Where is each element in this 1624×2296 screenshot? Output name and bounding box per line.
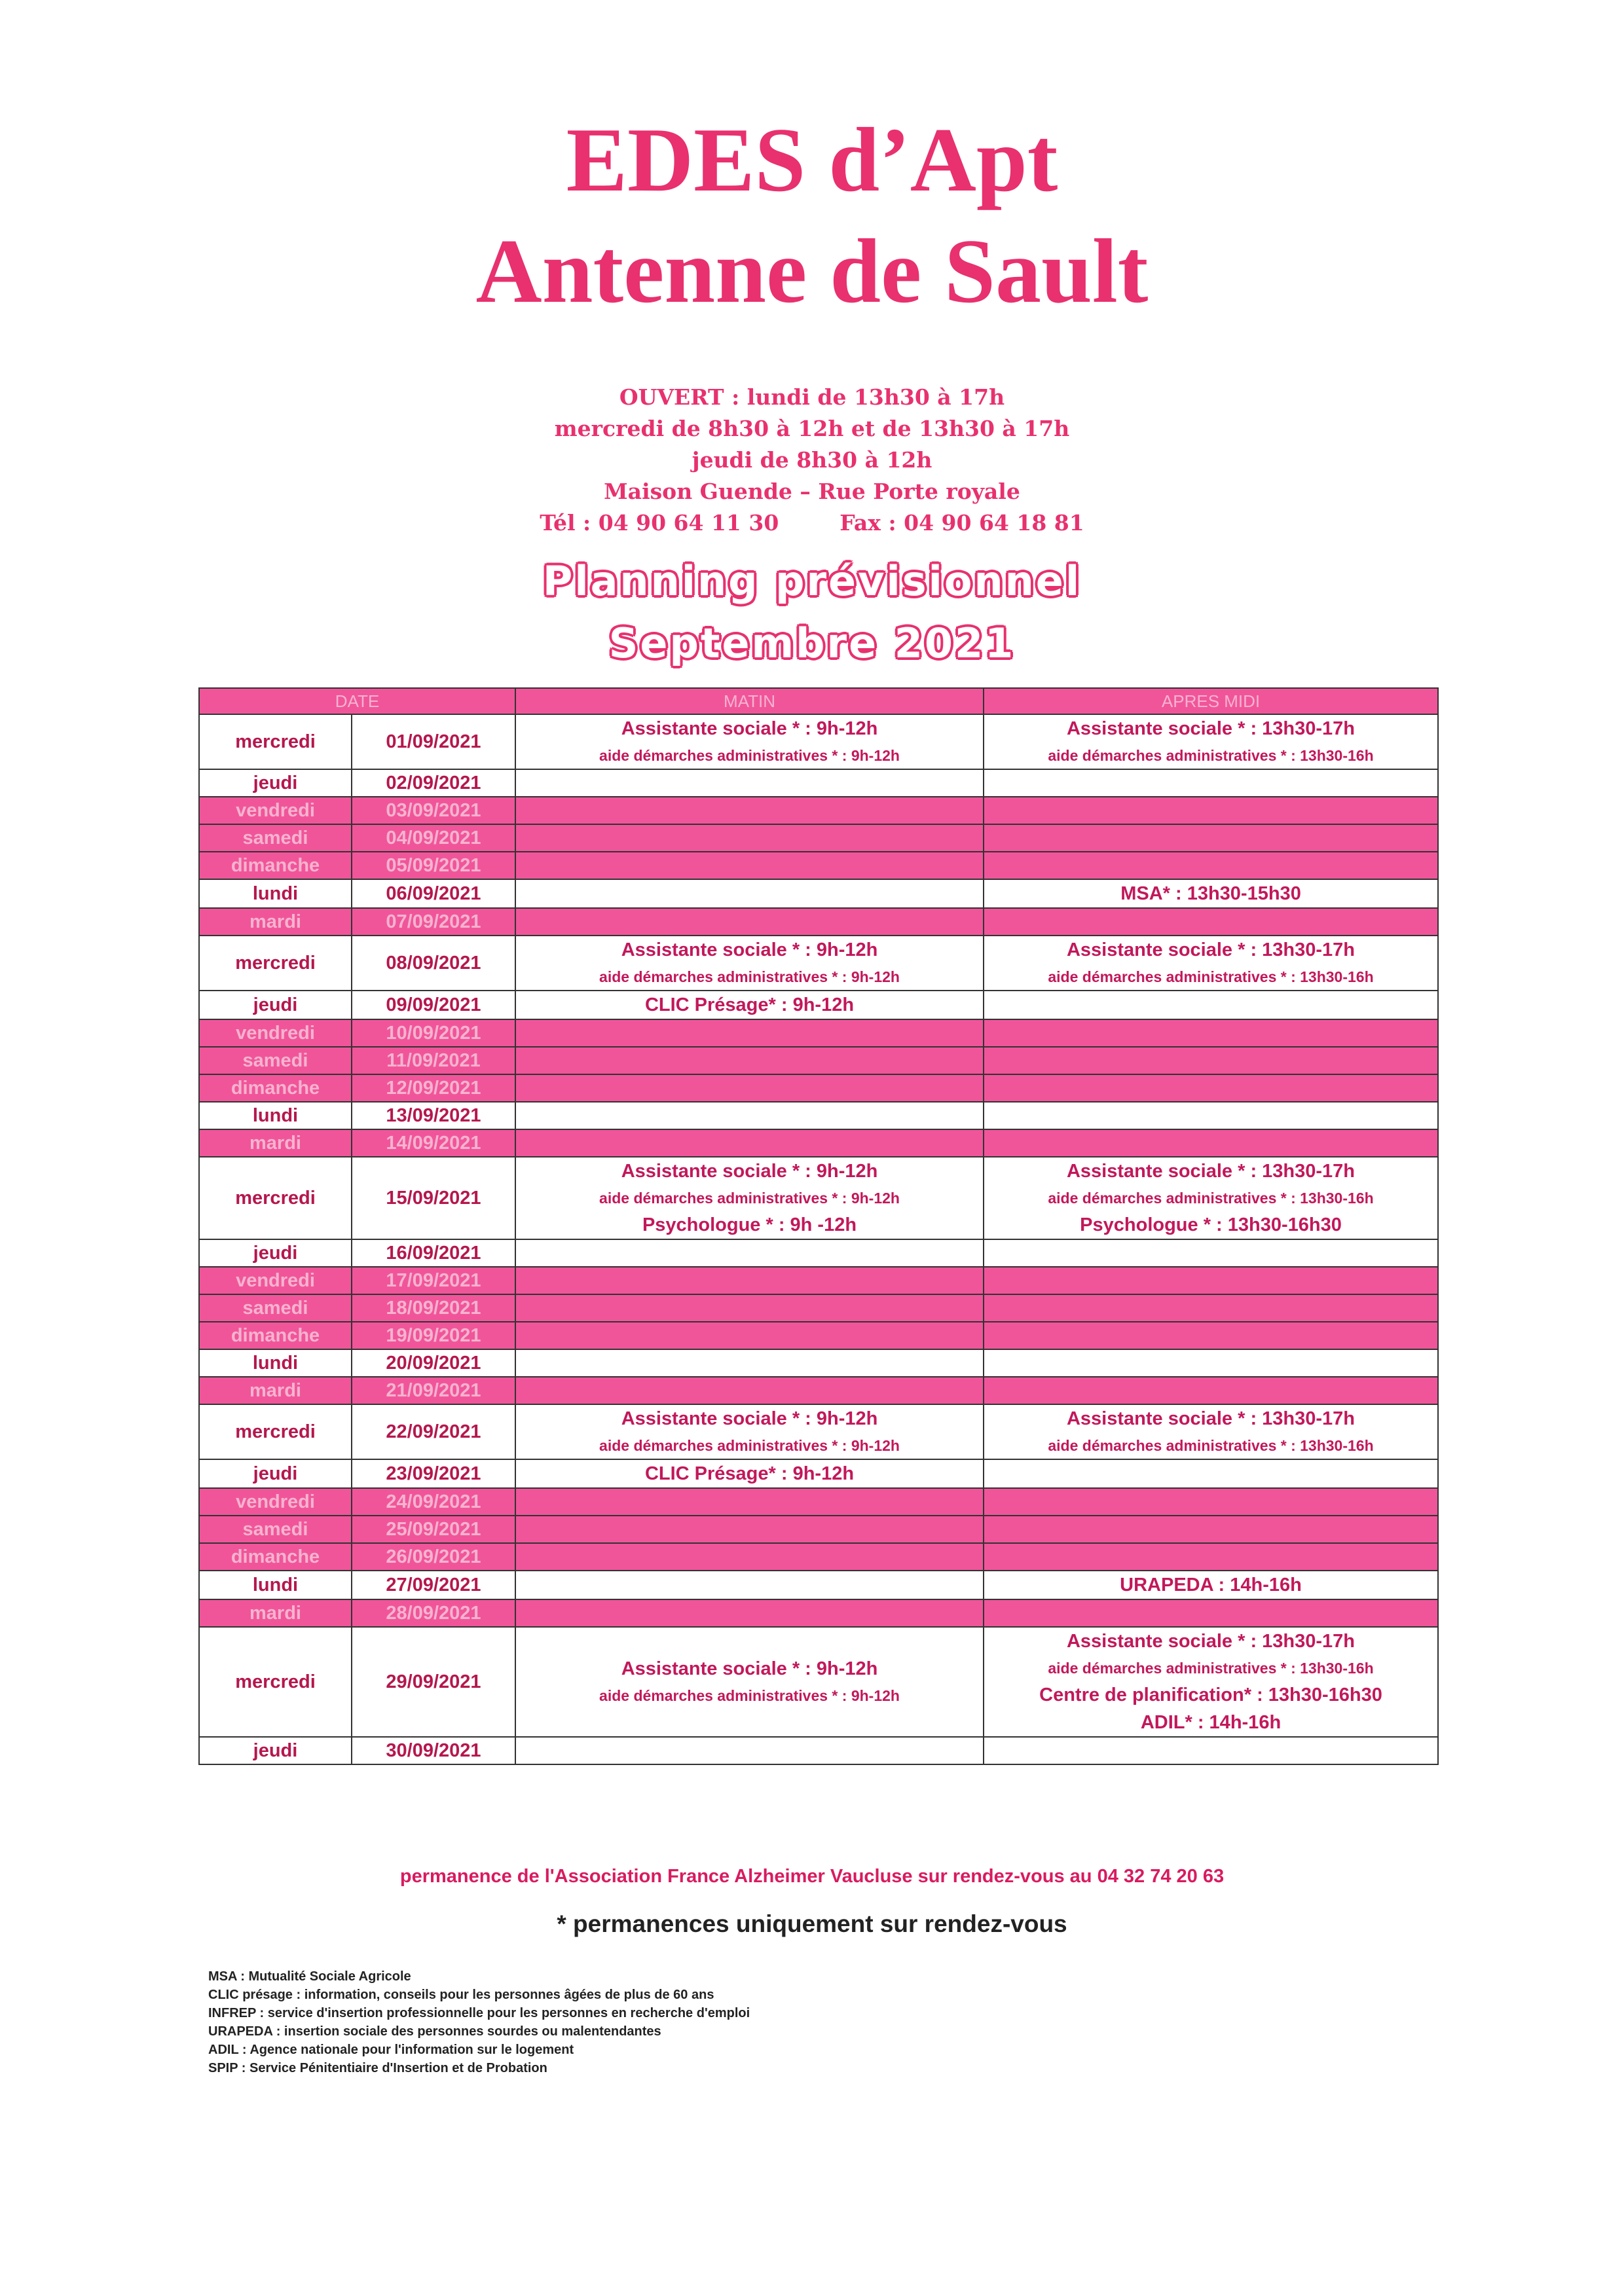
session-service: CLIC Présage* : 9h-12h bbox=[644, 1463, 855, 1484]
matin-cell bbox=[515, 1239, 984, 1267]
table-row bbox=[199, 1239, 1438, 1267]
glossary-item: SPIP : Service Pénitentiaire d'Insertion et de Probation bbox=[208, 2061, 547, 2075]
apres-midi-cell bbox=[984, 852, 1438, 879]
apres-midi-cell bbox=[984, 936, 1438, 991]
table-row bbox=[199, 1019, 1438, 1047]
date-cell: 29/09/2021 bbox=[352, 1627, 515, 1737]
matin-cell bbox=[515, 1074, 984, 1102]
session-service: Assistante sociale * : 13h30-17h bbox=[1066, 1161, 1356, 1182]
date-cell: 11/09/2021 bbox=[352, 1047, 515, 1074]
header-date: DATE bbox=[199, 688, 515, 714]
date-cell: 02/09/2021 bbox=[352, 769, 515, 797]
session-detail: aide démarches administratives * : 13h30-16h bbox=[1048, 1660, 1374, 1677]
glossary bbox=[208, 1967, 750, 2077]
header-matin: MATIN bbox=[515, 688, 984, 714]
date-cell: 04/09/2021 bbox=[352, 824, 515, 852]
day-cell: jeudi bbox=[199, 1459, 352, 1488]
apres-midi-cell bbox=[984, 1019, 1438, 1047]
session-detail: aide démarches administratives * : 13h30-16h bbox=[1048, 747, 1374, 764]
session-service: Psychologue * : 9h -12h bbox=[642, 1214, 857, 1235]
matin-cell bbox=[515, 1737, 984, 1764]
session-detail: aide démarches administratives * : 13h30-16h bbox=[1048, 1190, 1374, 1207]
apres-midi-cell bbox=[984, 1571, 1438, 1599]
apres-midi-cell bbox=[984, 714, 1438, 769]
apres-midi-cell bbox=[984, 1459, 1438, 1488]
date-cell: 07/09/2021 bbox=[352, 908, 515, 936]
day-cell: mercredi bbox=[199, 1404, 352, 1459]
date-cell: 12/09/2021 bbox=[352, 1074, 515, 1102]
apres-midi-cell bbox=[984, 908, 1438, 936]
matin-cell bbox=[515, 1571, 984, 1599]
matin-cell bbox=[515, 1404, 984, 1459]
table-row bbox=[199, 1129, 1438, 1157]
apres-midi-cell bbox=[984, 879, 1438, 908]
date-cell: 20/09/2021 bbox=[352, 1349, 515, 1377]
matin-cell bbox=[515, 991, 984, 1019]
day-cell: samedi bbox=[199, 1294, 352, 1322]
matin-cell bbox=[515, 1627, 984, 1737]
tel-number: Tél : 04 90 64 11 30 bbox=[540, 510, 779, 536]
table-row bbox=[199, 1516, 1438, 1543]
session-service: Psychologue * : 13h30-16h30 bbox=[1080, 1214, 1342, 1235]
day-cell: lundi bbox=[199, 879, 352, 908]
date-cell: 22/09/2021 bbox=[352, 1404, 515, 1459]
session-service: URAPEDA : 14h-16h bbox=[1120, 1575, 1302, 1595]
session-detail: aide démarches administratives * : 9h-12h bbox=[599, 1190, 900, 1207]
matin-cell bbox=[515, 714, 984, 769]
matin-cell bbox=[515, 1129, 984, 1157]
apres-midi-cell bbox=[984, 1294, 1438, 1322]
day-cell: mercredi bbox=[199, 1157, 352, 1239]
table-row bbox=[199, 1267, 1438, 1294]
session-service: MSA* : 13h30-15h30 bbox=[1120, 883, 1301, 904]
apres-midi-cell bbox=[984, 797, 1438, 824]
date-cell: 16/09/2021 bbox=[352, 1239, 515, 1267]
date-cell: 15/09/2021 bbox=[352, 1157, 515, 1239]
session-detail: aide démarches administratives * : 13h30-16h bbox=[1048, 1437, 1374, 1454]
date-cell: 05/09/2021 bbox=[352, 852, 515, 879]
day-cell: samedi bbox=[199, 1047, 352, 1074]
table-row bbox=[199, 714, 1438, 769]
matin-cell bbox=[515, 769, 984, 797]
date-cell: 03/09/2021 bbox=[352, 797, 515, 824]
date-cell: 01/09/2021 bbox=[352, 714, 515, 769]
date-cell: 30/09/2021 bbox=[352, 1737, 515, 1764]
date-cell: 18/09/2021 bbox=[352, 1294, 515, 1322]
date-cell: 17/09/2021 bbox=[352, 1267, 515, 1294]
date-cell: 23/09/2021 bbox=[352, 1459, 515, 1488]
day-cell: vendredi bbox=[199, 1267, 352, 1294]
apres-midi-cell bbox=[984, 1322, 1438, 1349]
table-row bbox=[199, 1349, 1438, 1377]
table-row bbox=[199, 1074, 1438, 1102]
apres-midi-cell bbox=[984, 1737, 1438, 1764]
day-cell: dimanche bbox=[199, 1543, 352, 1571]
matin-cell bbox=[515, 1047, 984, 1074]
table-row bbox=[199, 908, 1438, 936]
matin-cell bbox=[515, 1349, 984, 1377]
session-detail: aide démarches administratives * : 9h-12h bbox=[599, 1437, 900, 1454]
date-cell: 25/09/2021 bbox=[352, 1516, 515, 1543]
table-row bbox=[199, 1294, 1438, 1322]
matin-cell bbox=[515, 1488, 984, 1516]
day-cell: dimanche bbox=[199, 852, 352, 879]
day-cell: mercredi bbox=[199, 1627, 352, 1737]
apres-midi-cell bbox=[984, 1349, 1438, 1377]
session-service: Assistante sociale * : 13h30-17h bbox=[1066, 718, 1356, 739]
session-service: Assistante sociale * : 13h30-17h bbox=[1066, 1631, 1356, 1652]
glossary-item: INFREP : service d'insertion professionnelle pour les personnes en recherche d'emploi bbox=[208, 2006, 750, 2020]
day-cell: samedi bbox=[199, 1516, 352, 1543]
address-line: Maison Guende – Rue Porte royale bbox=[604, 479, 1020, 504]
day-cell: lundi bbox=[199, 1571, 352, 1599]
title-antenne: Antenne de Sault bbox=[475, 221, 1149, 322]
table-row bbox=[199, 1737, 1438, 1764]
table-row bbox=[199, 1322, 1438, 1349]
table-row bbox=[199, 1377, 1438, 1404]
session-detail: aide démarches administratives * : 9h-12h bbox=[599, 747, 900, 764]
matin-cell bbox=[515, 797, 984, 824]
table-row bbox=[199, 1571, 1438, 1599]
session-service: Assistante sociale * : 9h-12h bbox=[621, 718, 878, 739]
planning-title: Planning prévisionnel bbox=[542, 557, 1082, 605]
apres-midi-cell bbox=[984, 1267, 1438, 1294]
table-row bbox=[199, 1543, 1438, 1571]
table-row bbox=[199, 879, 1438, 908]
table-body bbox=[199, 714, 1438, 1764]
apres-midi-cell bbox=[984, 824, 1438, 852]
date-cell: 14/09/2021 bbox=[352, 1129, 515, 1157]
day-cell: mardi bbox=[199, 1599, 352, 1627]
contact-line bbox=[0, 507, 1624, 539]
apres-midi-cell bbox=[984, 1404, 1438, 1459]
date-cell: 26/09/2021 bbox=[352, 1543, 515, 1571]
table-row bbox=[199, 1599, 1438, 1627]
apres-midi-cell bbox=[984, 1047, 1438, 1074]
glossary-item: URAPEDA : insertion sociale des personnes sourdes ou malentendantes bbox=[208, 2024, 661, 2039]
session-service: Assistante sociale * : 9h-12h bbox=[621, 1658, 878, 1679]
glossary-item: ADIL : Agence nationale pour l'information sur le logement bbox=[208, 2043, 574, 2057]
session-service: Centre de planification* : 13h30-16h30 bbox=[1039, 1685, 1382, 1705]
title-edes: EDES d’Apt bbox=[566, 109, 1058, 211]
day-cell: lundi bbox=[199, 1102, 352, 1129]
day-cell: mardi bbox=[199, 908, 352, 936]
alzheimer-notice: permanence de l'Association France Alzheimer Vaucluse sur rendez-vous au 04 32 74 20 63 bbox=[399, 1866, 1225, 1887]
matin-cell bbox=[515, 824, 984, 852]
day-cell: jeudi bbox=[199, 769, 352, 797]
day-cell: samedi bbox=[199, 824, 352, 852]
day-cell: jeudi bbox=[199, 1737, 352, 1764]
table-row bbox=[199, 1459, 1438, 1488]
hours-line-3: jeudi de 8h30 à 12h bbox=[692, 447, 932, 473]
table-header-row bbox=[199, 688, 1438, 714]
table-row bbox=[199, 1102, 1438, 1129]
planning-table bbox=[198, 687, 1439, 1765]
date-cell: 27/09/2021 bbox=[352, 1571, 515, 1599]
day-cell: jeudi bbox=[199, 991, 352, 1019]
day-cell: mardi bbox=[199, 1377, 352, 1404]
session-service: Assistante sociale * : 9h-12h bbox=[621, 939, 878, 960]
date-cell: 24/09/2021 bbox=[352, 1488, 515, 1516]
matin-cell bbox=[515, 1019, 984, 1047]
apres-midi-cell bbox=[984, 991, 1438, 1019]
day-cell: mardi bbox=[199, 1129, 352, 1157]
apres-midi-cell bbox=[984, 769, 1438, 797]
date-cell: 28/09/2021 bbox=[352, 1599, 515, 1627]
apres-midi-cell bbox=[984, 1543, 1438, 1571]
session-service: Assistante sociale * : 9h-12h bbox=[621, 1408, 878, 1429]
day-cell: lundi bbox=[199, 1349, 352, 1377]
glossary-item: CLIC présage : information, conseils pour les personnes âgées de plus de 60 ans bbox=[208, 1988, 714, 2002]
date-cell: 08/09/2021 bbox=[352, 936, 515, 991]
matin-cell bbox=[515, 1294, 984, 1322]
matin-cell bbox=[515, 852, 984, 879]
day-cell: jeudi bbox=[199, 1239, 352, 1267]
apres-midi-cell bbox=[984, 1102, 1438, 1129]
apres-midi-cell bbox=[984, 1157, 1438, 1239]
table-row bbox=[199, 824, 1438, 852]
hours-line-2: mercredi de 8h30 à 12h et de 13h30 à 17h bbox=[554, 416, 1070, 441]
session-service: Assistante sociale * : 9h-12h bbox=[621, 1161, 878, 1182]
session-service: CLIC Présage* : 9h-12h bbox=[644, 994, 855, 1015]
planning-month: Septembre 2021 bbox=[608, 619, 1016, 667]
date-cell: 21/09/2021 bbox=[352, 1377, 515, 1404]
apres-midi-cell bbox=[984, 1074, 1438, 1102]
day-cell: vendredi bbox=[199, 1488, 352, 1516]
session-detail: aide démarches administratives * : 9h-12h bbox=[599, 968, 900, 985]
glossary-item: MSA : Mutualité Sociale Agricole bbox=[208, 1969, 411, 1984]
matin-cell bbox=[515, 879, 984, 908]
table-row bbox=[199, 1047, 1438, 1074]
matin-cell bbox=[515, 1267, 984, 1294]
matin-cell bbox=[515, 1102, 984, 1129]
fax-number: Fax : 04 90 64 18 81 bbox=[840, 510, 1084, 536]
day-cell: vendredi bbox=[199, 1019, 352, 1047]
date-cell: 09/09/2021 bbox=[352, 991, 515, 1019]
matin-cell bbox=[515, 1322, 984, 1349]
table-row bbox=[199, 1627, 1438, 1737]
session-service: ADIL* : 14h-16h bbox=[1140, 1712, 1282, 1733]
table-row bbox=[199, 1157, 1438, 1239]
matin-cell bbox=[515, 1516, 984, 1543]
matin-cell bbox=[515, 1543, 984, 1571]
session-service: Assistante sociale * : 13h30-17h bbox=[1066, 1408, 1356, 1429]
table-row bbox=[199, 769, 1438, 797]
apres-midi-cell bbox=[984, 1488, 1438, 1516]
appointment-note: * permanences uniquement sur rendez-vous bbox=[557, 1910, 1067, 1937]
table-row bbox=[199, 936, 1438, 991]
day-cell: dimanche bbox=[199, 1322, 352, 1349]
apres-midi-cell bbox=[984, 1599, 1438, 1627]
matin-cell bbox=[515, 1599, 984, 1627]
matin-cell bbox=[515, 1377, 984, 1404]
date-cell: 10/09/2021 bbox=[352, 1019, 515, 1047]
matin-cell bbox=[515, 1459, 984, 1488]
matin-cell bbox=[515, 936, 984, 991]
apres-midi-cell bbox=[984, 1239, 1438, 1267]
day-cell: mercredi bbox=[199, 936, 352, 991]
matin-cell bbox=[515, 908, 984, 936]
table-row bbox=[199, 991, 1438, 1019]
table-row bbox=[199, 852, 1438, 879]
table-row bbox=[199, 797, 1438, 824]
apres-midi-cell bbox=[984, 1516, 1438, 1543]
session-detail: aide démarches administratives * : 9h-12h bbox=[599, 1687, 900, 1704]
apres-midi-cell bbox=[984, 1129, 1438, 1157]
date-cell: 13/09/2021 bbox=[352, 1102, 515, 1129]
apres-midi-cell bbox=[984, 1377, 1438, 1404]
table-row bbox=[199, 1488, 1438, 1516]
day-cell: dimanche bbox=[199, 1074, 352, 1102]
hours-line-1: OUVERT : lundi de 13h30 à 17h bbox=[619, 384, 1005, 410]
apres-midi-cell bbox=[984, 1627, 1438, 1737]
matin-cell bbox=[515, 1157, 984, 1239]
header-apres-midi: APRES MIDI bbox=[984, 688, 1438, 714]
session-detail: aide démarches administratives * : 13h30-16h bbox=[1048, 968, 1374, 985]
table-row bbox=[199, 1404, 1438, 1459]
session-service: Assistante sociale * : 13h30-17h bbox=[1066, 939, 1356, 960]
date-cell: 06/09/2021 bbox=[352, 879, 515, 908]
day-cell: vendredi bbox=[199, 797, 352, 824]
day-cell: mercredi bbox=[199, 714, 352, 769]
date-cell: 19/09/2021 bbox=[352, 1322, 515, 1349]
